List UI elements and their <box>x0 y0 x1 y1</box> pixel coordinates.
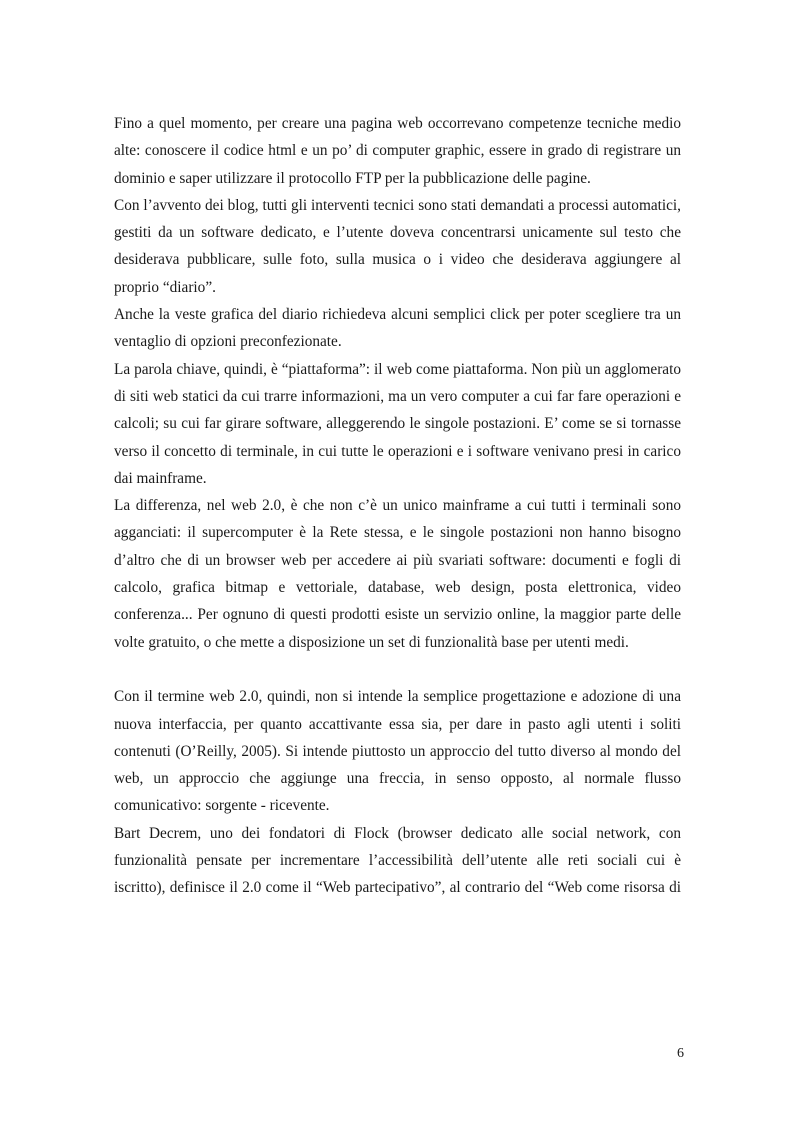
paragraph: Con l’avvento dei blog, tutti gli interventi tecnici sono stati demandati a processi automatici, gestiti da un software dedicato, e l’utente doveva concentrarsi unicamente sul testo che desiderava pubblicare, sulle foto, sulla musica o i video che desiderava aggiungere al proprio “diario”. <box>114 196 681 296</box>
paragraph: Anche la veste grafica del diario richiedeva alcuni semplici click per poter scegliere tra un ventaglio di opzioni preconfezionate. <box>114 306 681 351</box>
body-text <box>114 110 681 902</box>
paragraph: La differenza, nel web 2.0, è che non c’è un unico mainframe a cui tutti i terminali sono agganciati: il supercomputer è la Rete stessa, e le singole postazioni non hanno bisogno d’altro che di un browser web per accedere ai più svariati software: documenti e fogli di calcolo, grafica bitmap e vettoriale, database, web design, posta elettronica, video conferenza... Per ognuno di questi prodotti esiste un servizio online, la maggior parte delle volte gratuito, o che mette a disposizione un set di funzionalità base per utenti medi. <box>114 497 681 651</box>
paragraph: Bart Decrem, uno dei fondatori di Flock (browser dedicato alle social network, con funzionalità pensate per incrementare l’accessibilità dell’utente alle reti sociali cui è iscritto), definisce il 2.0 come il “Web partecipativo”, al contrario del “Web come risorsa di <box>114 824 681 897</box>
paragraph: Con il termine web 2.0, quindi, non si intende la semplice progettazione e adozione di una nuova interfaccia, per quanto accattivante essa sia, per dare in pasto agli utenti i soliti contenuti (O’Reilly, 2005). Si intende piuttosto un approccio del tutto diverso al mondo del web, un approccio che aggiunge una freccia, in senso opposto, al normale flusso comunicativo: sorgente - ricevente. <box>114 688 681 815</box>
page-number: 6 <box>677 1046 684 1061</box>
paragraph: Fino a quel momento, per creare una pagina web occorrevano competenze tecniche medio alte: conoscere il codice html e un po’ di computer graphic, essere in grado di registrare un dominio e saper utilizzare il protocollo FTP per la pubblicazione delle pagine. <box>114 115 681 187</box>
paragraph: La parola chiave, quindi, è “piattaforma”: il web come piattaforma. Non più un agglomerato di siti web statici da cui trarre informazioni, ma un vero computer a cui far fare operazioni e calcoli; su cui far girare software, alleggerendo le singole postazioni. E’ come se si tornasse verso il concetto di terminale, in cui tutte le operazioni e i software venivano presi in carico dai mainframe. <box>114 360 681 487</box>
